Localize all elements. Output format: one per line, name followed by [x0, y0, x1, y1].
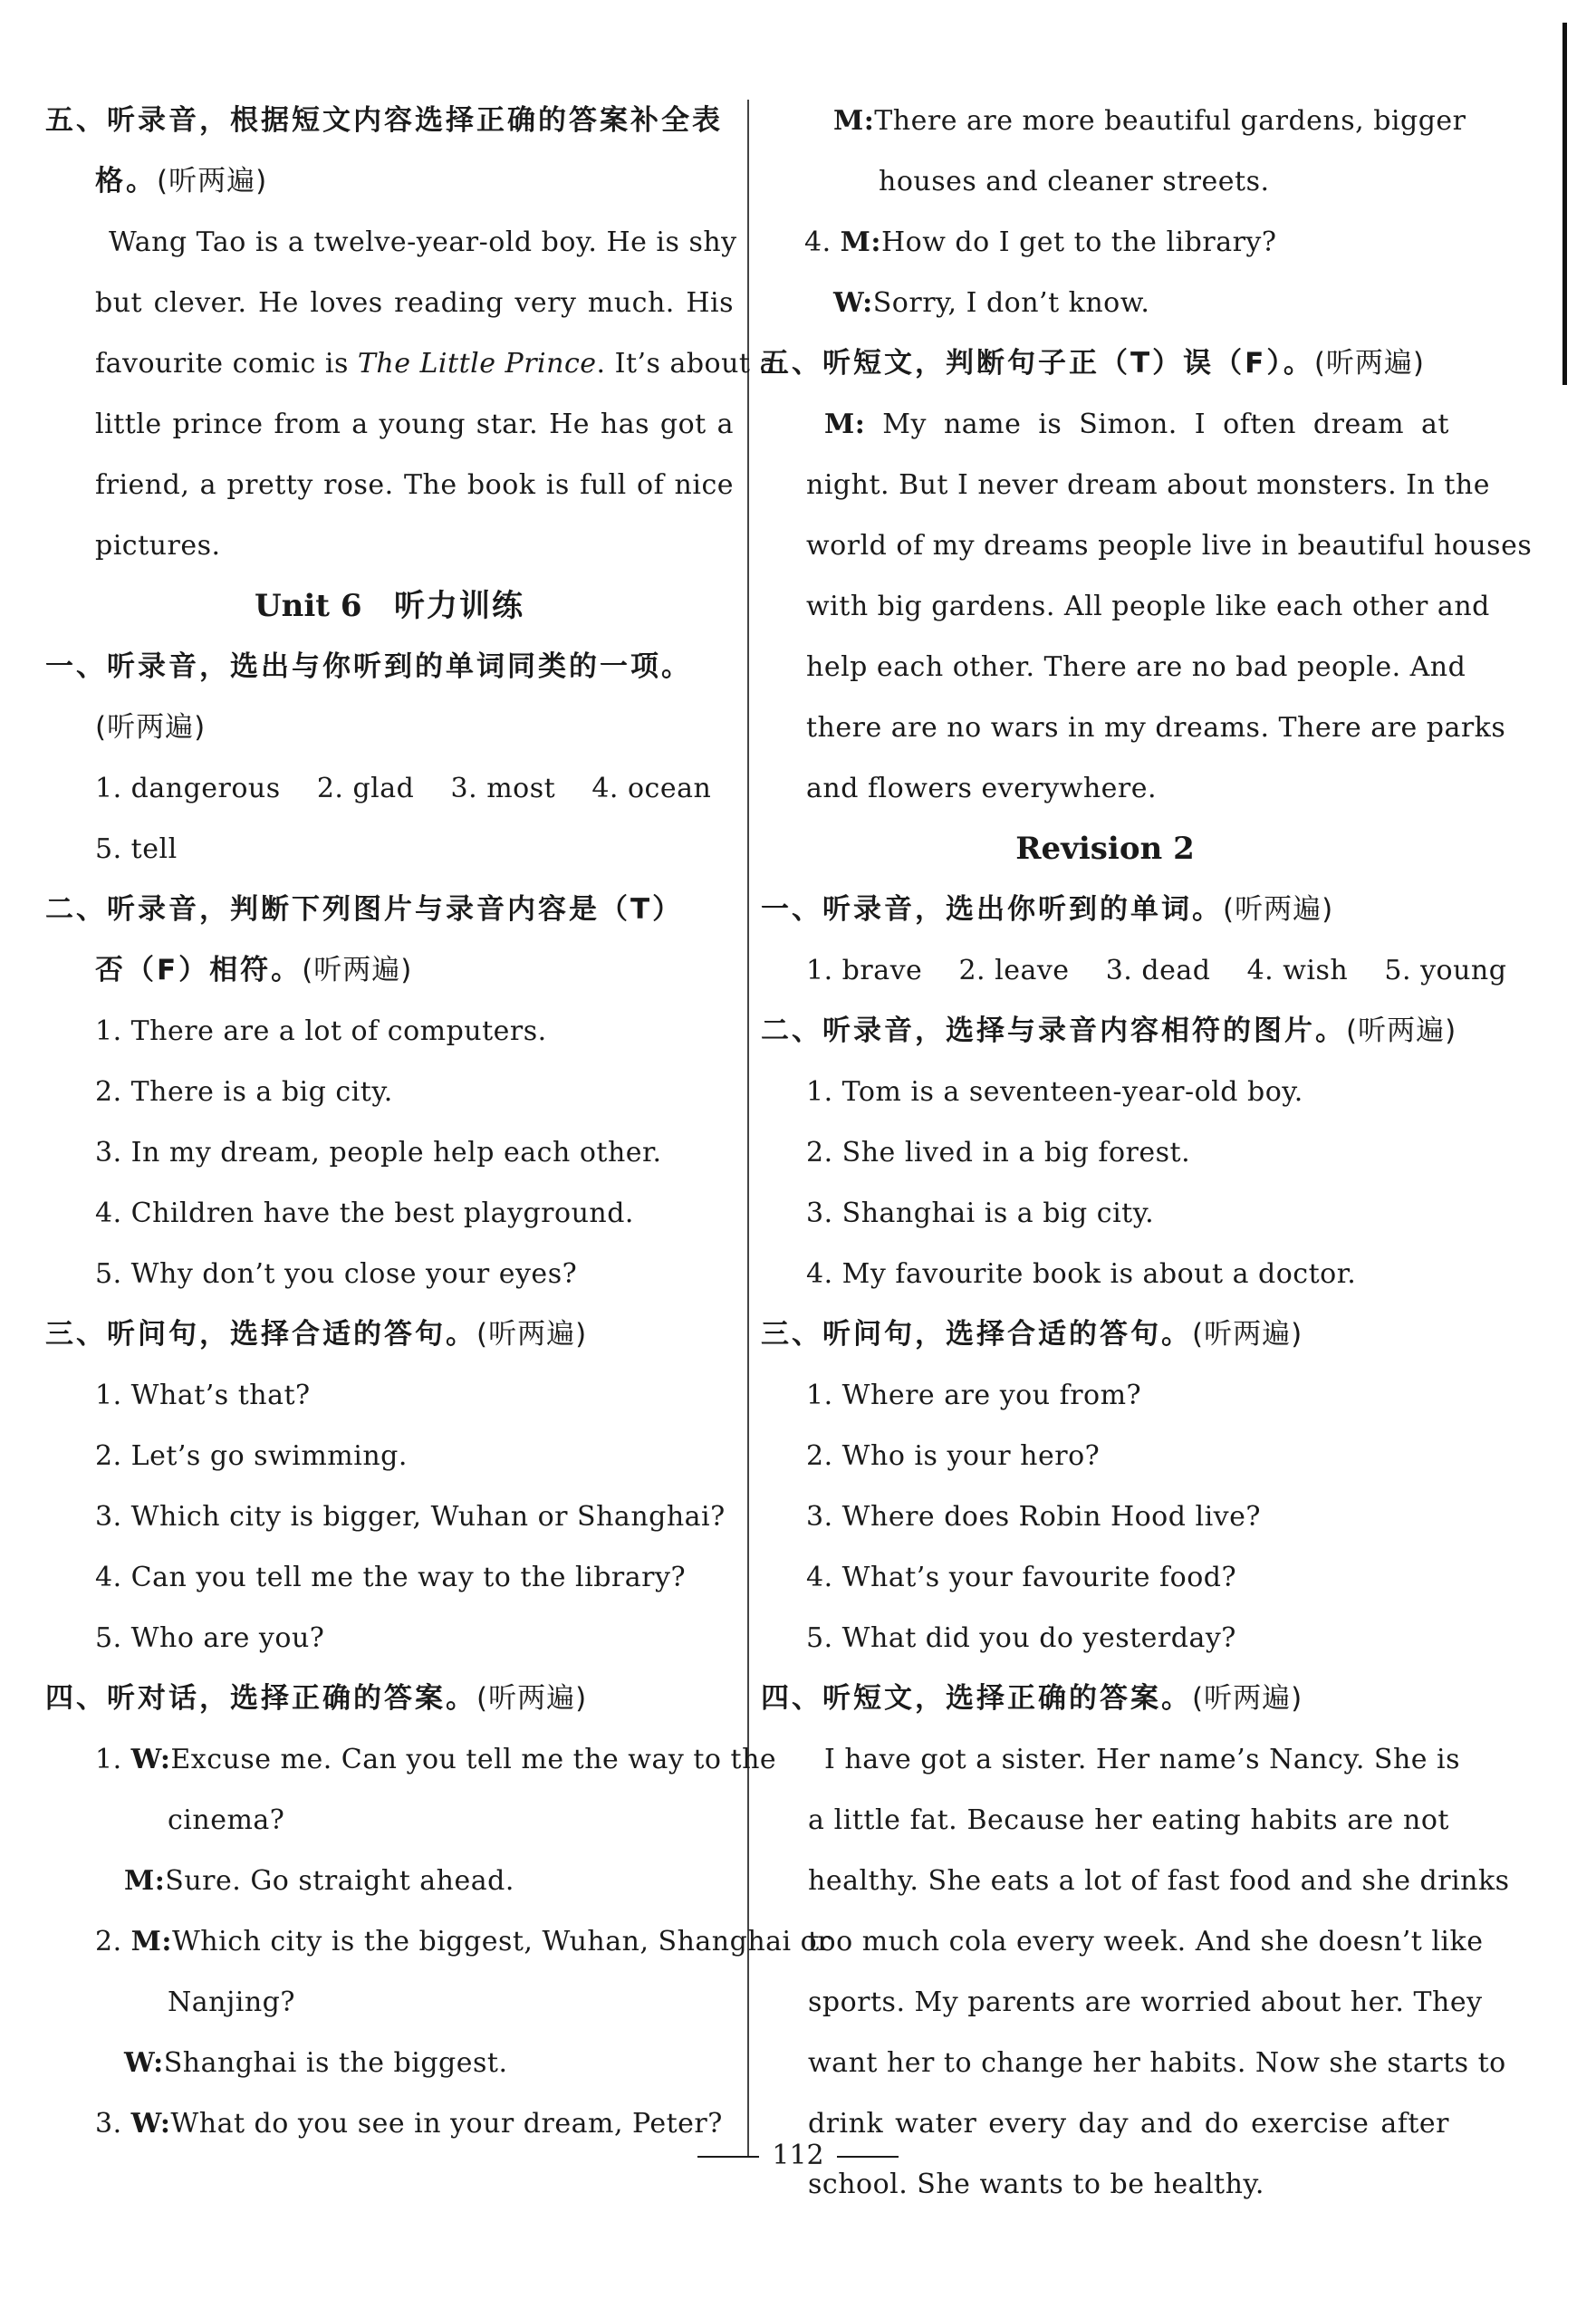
unit-title: Unit 6 听力训练 — [254, 588, 524, 624]
section-heading: 三、听问句，选择合适的答句。(听两遍) — [761, 1318, 1303, 1351]
dialog-line-cont: cinema? — [168, 1804, 285, 1836]
passage-line: too much cola every week. And she doesn’t like — [808, 1926, 1484, 1957]
dialog-line: 1. W:Excuse me. Can you tell me the way to the — [95, 1744, 777, 1775]
list-item: 4. Can you tell me the way to the library? — [95, 1562, 687, 1593]
passage-line: pictures. — [95, 530, 221, 562]
passage-line: healthy. She eats a lot of fast food and she drinks — [808, 1865, 1510, 1897]
word-options: 1. brave 2. leave 3. dead 4. wish 5. young — [806, 955, 1507, 986]
list-item: 3. In my dream, people help each other. — [95, 1137, 662, 1169]
section-heading: 二、听录音，选择与录音内容相符的图片。(听两遍) — [761, 1015, 1457, 1047]
dialog-line: W:Sorry, I don’t know. — [833, 287, 1150, 319]
section-heading: 一、听录音，选出与你听到的单词同类的一项。 — [45, 650, 692, 683]
book-title: The Little Prince — [357, 348, 597, 380]
revision-title: Revision 2 — [1015, 831, 1195, 867]
list-item: 3. Shanghai is a big city. — [806, 1197, 1155, 1229]
list-item: 5. Who are you? — [95, 1622, 325, 1654]
list-item: 1. Where are you from? — [806, 1380, 1142, 1411]
passage-line: with big gardens. All people like each other and — [806, 591, 1490, 622]
passage-line: night. But I never dream about monsters. In the — [806, 469, 1490, 501]
dialog-line: M:There are more beautiful gardens, bigger — [833, 105, 1466, 137]
list-item: 5. Why don’t you close your eyes? — [95, 1258, 578, 1290]
list-item: 1. What’s that? — [95, 1380, 311, 1411]
word-options: 5. tell — [95, 833, 178, 865]
section-heading: 二、听录音，判断下列图片与录音内容是（T） — [45, 893, 684, 926]
dialog-line: 2. M:Which city is the biggest, Wuhan, Shanghai or — [95, 1926, 832, 1957]
section-heading-cont: 格。(听两遍) — [95, 165, 268, 197]
passage-line: world of my dreams people live in beautiful houses — [806, 530, 1533, 562]
section-heading-cont: (听两遍) — [95, 711, 207, 744]
passage-line: but clever. He loves reading very much. His — [95, 287, 734, 319]
passage-line: there are no wars in my dreams. There are parks — [806, 712, 1506, 744]
dialog-line-cont: Nanjing? — [168, 1986, 295, 2018]
dialog-line: 4. M:How do I get to the library? — [804, 226, 1277, 258]
list-item: 4. What’s your favourite food? — [806, 1562, 1237, 1593]
dialog-line: M:Sure. Go straight ahead. — [124, 1865, 514, 1897]
dialog-line-cont: houses and cleaner streets. — [879, 166, 1270, 197]
section-heading: 五、听录音，根据短文内容选择正确的答案补全表 — [45, 104, 723, 137]
dialog-line: 3. W:What do you see in your dream, Peter? — [95, 2108, 723, 2140]
list-item: 4. Children have the best playground. — [95, 1197, 634, 1229]
word-options: 1. dangerous 2. glad 3. most 4. ocean — [95, 773, 712, 804]
passage-line: M: My name is Simon. I often dream at — [824, 409, 1449, 440]
passage-line: little prince from a young star. He has got a — [95, 409, 734, 440]
list-item: 3. Which city is bigger, Wuhan or Shanghai? — [95, 1501, 726, 1533]
list-item: 2. There is a big city. — [95, 1076, 393, 1108]
list-item: 2. Who is your hero? — [806, 1440, 1101, 1472]
section-heading: 三、听问句，选择合适的答句。(听两遍) — [45, 1318, 588, 1351]
passage-line: and flowers everywhere. — [806, 773, 1158, 804]
passage-line: sports. My parents are worried about her. They — [808, 1986, 1483, 2018]
passage-line: Wang Tao is a twelve-year-old boy. He is shy — [109, 226, 737, 258]
right-column — [761, 91, 1533, 2215]
passage-line: drink water every day and do exercise after — [808, 2108, 1449, 2140]
list-item: 1. Tom is a seventeen-year-old boy. — [806, 1076, 1303, 1108]
list-item: 2. Let’s go swimming. — [95, 1440, 408, 1472]
edge-mark — [1562, 23, 1567, 385]
passage-line: a little fat. Because her eating habits are not — [808, 1804, 1449, 1836]
section-heading: 一、听录音，选出你听到的单词。(听两遍) — [761, 893, 1334, 926]
passage-line: I have got a sister. Her name’s Nancy. She is — [824, 1744, 1461, 1775]
column-divider — [747, 100, 749, 2156]
passage-line: friend, a pretty rose. The book is full of nice — [95, 469, 734, 501]
section-heading: 五、听短文，判断句子正（T）误（F）。(听两遍) — [761, 347, 1426, 380]
left-column — [45, 91, 832, 2154]
page-dash-left — [697, 2156, 759, 2158]
section-heading: 四、听对话，选择正确的答案。(听两遍) — [45, 1682, 588, 1715]
passage-line: favourite comic is The Little Prince. It’s about a — [95, 348, 776, 380]
list-item: 4. My favourite book is about a doctor. — [806, 1258, 1357, 1290]
list-item: 2. She lived in a big forest. — [806, 1137, 1191, 1169]
passage-line: school. She wants to be healthy. — [808, 2169, 1264, 2200]
list-item: 3. Where does Robin Hood live? — [806, 1501, 1261, 1533]
passage-line: want her to change her habits. Now she starts to — [808, 2047, 1506, 2079]
page-number: 112 — [0, 2133, 1596, 2179]
list-item: 1. There are a lot of computers. — [95, 1015, 547, 1047]
section-heading-cont: 否（F）相符。(听两遍) — [95, 954, 413, 986]
passage-line: help each other. There are no bad people. And — [806, 651, 1466, 683]
dialog-line: W:Shanghai is the biggest. — [124, 2047, 508, 2079]
list-item: 5. What did you do yesterday? — [806, 1622, 1236, 1654]
page-dash-right — [837, 2156, 899, 2158]
section-heading: 四、听短文，选择正确的答案。(听两遍) — [761, 1682, 1303, 1715]
